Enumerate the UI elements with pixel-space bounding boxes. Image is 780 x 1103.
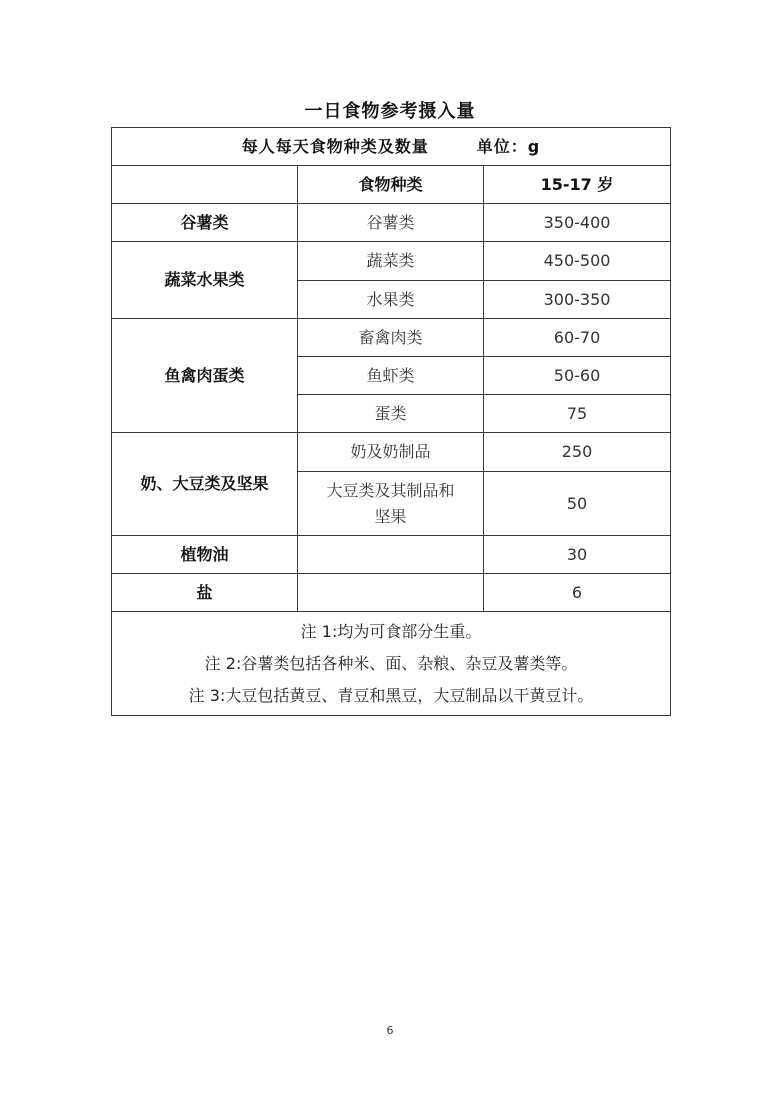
column-header-food-type: 食物种类 <box>298 166 484 204</box>
amount-cell: 300-350 <box>484 281 671 319</box>
table-row <box>112 204 671 242</box>
food-type-cell: 鱼虾类 <box>298 357 484 395</box>
food-type-cell: 蛋类 <box>298 395 484 433</box>
food-type-cell: 奶及奶制品 <box>298 433 484 472</box>
table-row <box>112 574 671 612</box>
column-header-row <box>112 166 671 204</box>
note-2: 注 2:谷薯类包括各种米、面、杂粮、杂豆及薯类等。 <box>204 653 578 673</box>
food-type-line: 大豆类及其制品和 <box>326 480 455 500</box>
food-type-cell: 蔬菜类 <box>298 242 484 281</box>
group-label: 蔬菜水果类 <box>112 242 298 319</box>
table-caption-cell <box>112 128 671 166</box>
table-row <box>112 319 671 357</box>
group-label: 奶、大豆类及坚果 <box>112 433 298 536</box>
food-type-cell <box>298 472 484 536</box>
page-number: 6 <box>386 1024 394 1037</box>
food-type-cell: 谷薯类 <box>298 204 484 242</box>
food-intake-table <box>111 127 671 716</box>
group-label: 鱼禽肉蛋类 <box>112 319 298 433</box>
note-1: 注 1:均为可食部分生重。 <box>300 621 482 641</box>
amount-cell: 250 <box>484 433 671 472</box>
table-header-row <box>112 128 671 166</box>
table-row <box>112 242 671 281</box>
food-type-cell: 水果类 <box>298 281 484 319</box>
amount-cell: 60-70 <box>484 319 671 357</box>
food-type-cell <box>298 536 484 574</box>
food-type-cell: 畜禽肉类 <box>298 319 484 357</box>
amount-cell: 6 <box>484 574 671 612</box>
food-type-cell <box>298 574 484 612</box>
column-header-age-group: 15-17 岁 <box>484 166 671 204</box>
column-header-category <box>112 166 298 204</box>
note-3: 注 3:大豆包括黄豆、青豆和黑豆，大豆制品以干黄豆计。 <box>188 685 594 705</box>
amount-cell: 75 <box>484 395 671 433</box>
group-label: 盐 <box>112 574 298 612</box>
table-row <box>112 536 671 574</box>
food-type-line: 坚果 <box>374 506 407 526</box>
notes-cell <box>112 612 671 716</box>
table-caption: 每人每天食物种类及数量 <box>241 136 429 156</box>
group-label: 谷薯类 <box>112 204 298 242</box>
unit-label: 单位：g <box>476 136 541 156</box>
table-row <box>112 433 671 472</box>
amount-cell: 30 <box>484 536 671 574</box>
page-title: 一日食物参考摄入量 <box>304 101 476 122</box>
amount-cell: 50 <box>484 472 671 536</box>
amount-cell: 450-500 <box>484 242 671 281</box>
amount-cell: 350-400 <box>484 204 671 242</box>
group-label: 植物油 <box>112 536 298 574</box>
notes-row <box>112 612 671 716</box>
amount-cell: 50-60 <box>484 357 671 395</box>
